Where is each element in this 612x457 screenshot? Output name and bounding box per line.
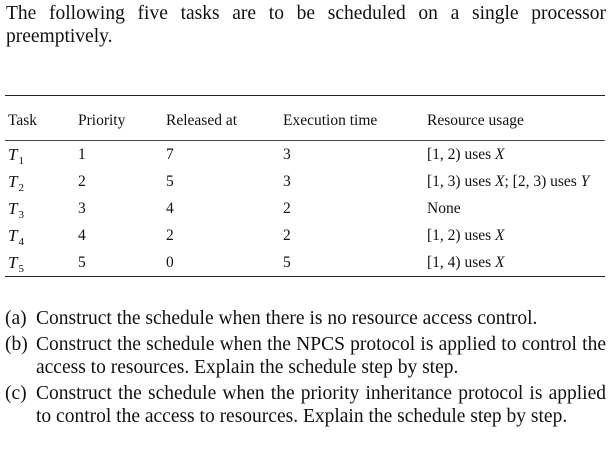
usage-cell	[427, 195, 605, 222]
priority-cell: 4	[78, 226, 86, 244]
header-task: Task	[8, 112, 38, 129]
usage-cell	[427, 222, 605, 249]
question-label: (a)	[5, 308, 27, 329]
task-subscript: 1	[18, 154, 24, 167]
question-text: Construct the schedule when the priority inheritance protocol is applied to control the access to resources. Explain the schedule step by step.	[36, 382, 606, 427]
task-name: T	[8, 171, 18, 191]
released-cell: 5	[166, 172, 174, 190]
task-name: T	[8, 198, 18, 218]
header-released: Released at	[166, 112, 238, 129]
question-text: Construct the schedule when the NPCS protocol is applied to control the access to resources. Explain the schedule step by step.	[36, 333, 606, 378]
table-row	[5, 195, 605, 222]
task-name: T	[8, 252, 18, 272]
usage-text: [1, 3) uses	[427, 172, 496, 190]
released-cell: 7	[166, 145, 174, 163]
execution-cell: 2	[283, 199, 291, 217]
usage-text: [1, 2) uses	[427, 145, 496, 163]
usage-cell	[427, 249, 605, 276]
priority-cell: 2	[78, 172, 86, 190]
usage-text: None	[427, 199, 461, 217]
task-cell	[5, 249, 78, 276]
task-cell	[5, 141, 78, 169]
usage-text: [1, 4) uses	[427, 253, 496, 271]
task-subscript: 2	[18, 181, 24, 194]
question-a	[5, 307, 606, 331]
table-row	[5, 249, 605, 276]
usage-resource: Y	[580, 172, 590, 190]
released-cell: 0	[166, 253, 174, 271]
task-subscript: 5	[18, 262, 24, 275]
usage-resource: X	[495, 226, 505, 244]
task-name: T	[8, 225, 18, 245]
priority-cell: 5	[78, 253, 86, 271]
table-row	[5, 168, 605, 195]
task-subscript: 4	[18, 235, 24, 248]
task-cell	[5, 168, 78, 195]
priority-cell: 3	[78, 199, 86, 217]
usage-cell	[427, 141, 605, 169]
problem-intro: The following five tasks are to be scheduled on a single processor preemptively.	[6, 3, 606, 47]
priority-cell: 1	[78, 145, 86, 163]
header-priority: Priority	[78, 112, 126, 129]
header-resource-usage: Resource usage	[427, 112, 524, 129]
task-name: T	[8, 144, 18, 164]
usage-text: [1, 2) uses	[427, 226, 496, 244]
execution-cell: 3	[283, 145, 291, 163]
question-list	[5, 307, 606, 431]
task-table	[5, 95, 605, 277]
table-row	[5, 141, 605, 169]
header-execution: Execution time	[283, 112, 378, 129]
question-text: Construct the schedule when there is no resource access control.	[36, 308, 538, 329]
task-subscript: 3	[18, 208, 24, 221]
task-cell	[5, 222, 78, 249]
usage-text: ; [2, 3) uses	[504, 172, 581, 190]
usage-resource: X	[495, 253, 505, 271]
table-header-row	[5, 96, 605, 141]
released-cell: 4	[166, 199, 174, 217]
task-cell	[5, 195, 78, 222]
execution-cell: 2	[283, 226, 291, 244]
execution-cell: 5	[283, 253, 291, 271]
table-row	[5, 222, 605, 249]
question-b	[5, 333, 606, 380]
released-cell: 2	[166, 226, 174, 244]
usage-cell	[427, 168, 605, 195]
usage-resource: X	[495, 172, 505, 190]
execution-cell: 3	[283, 172, 291, 190]
question-label: (c)	[5, 382, 27, 404]
question-c	[5, 382, 606, 429]
question-label: (b)	[5, 333, 28, 355]
usage-resource: X	[495, 145, 505, 163]
